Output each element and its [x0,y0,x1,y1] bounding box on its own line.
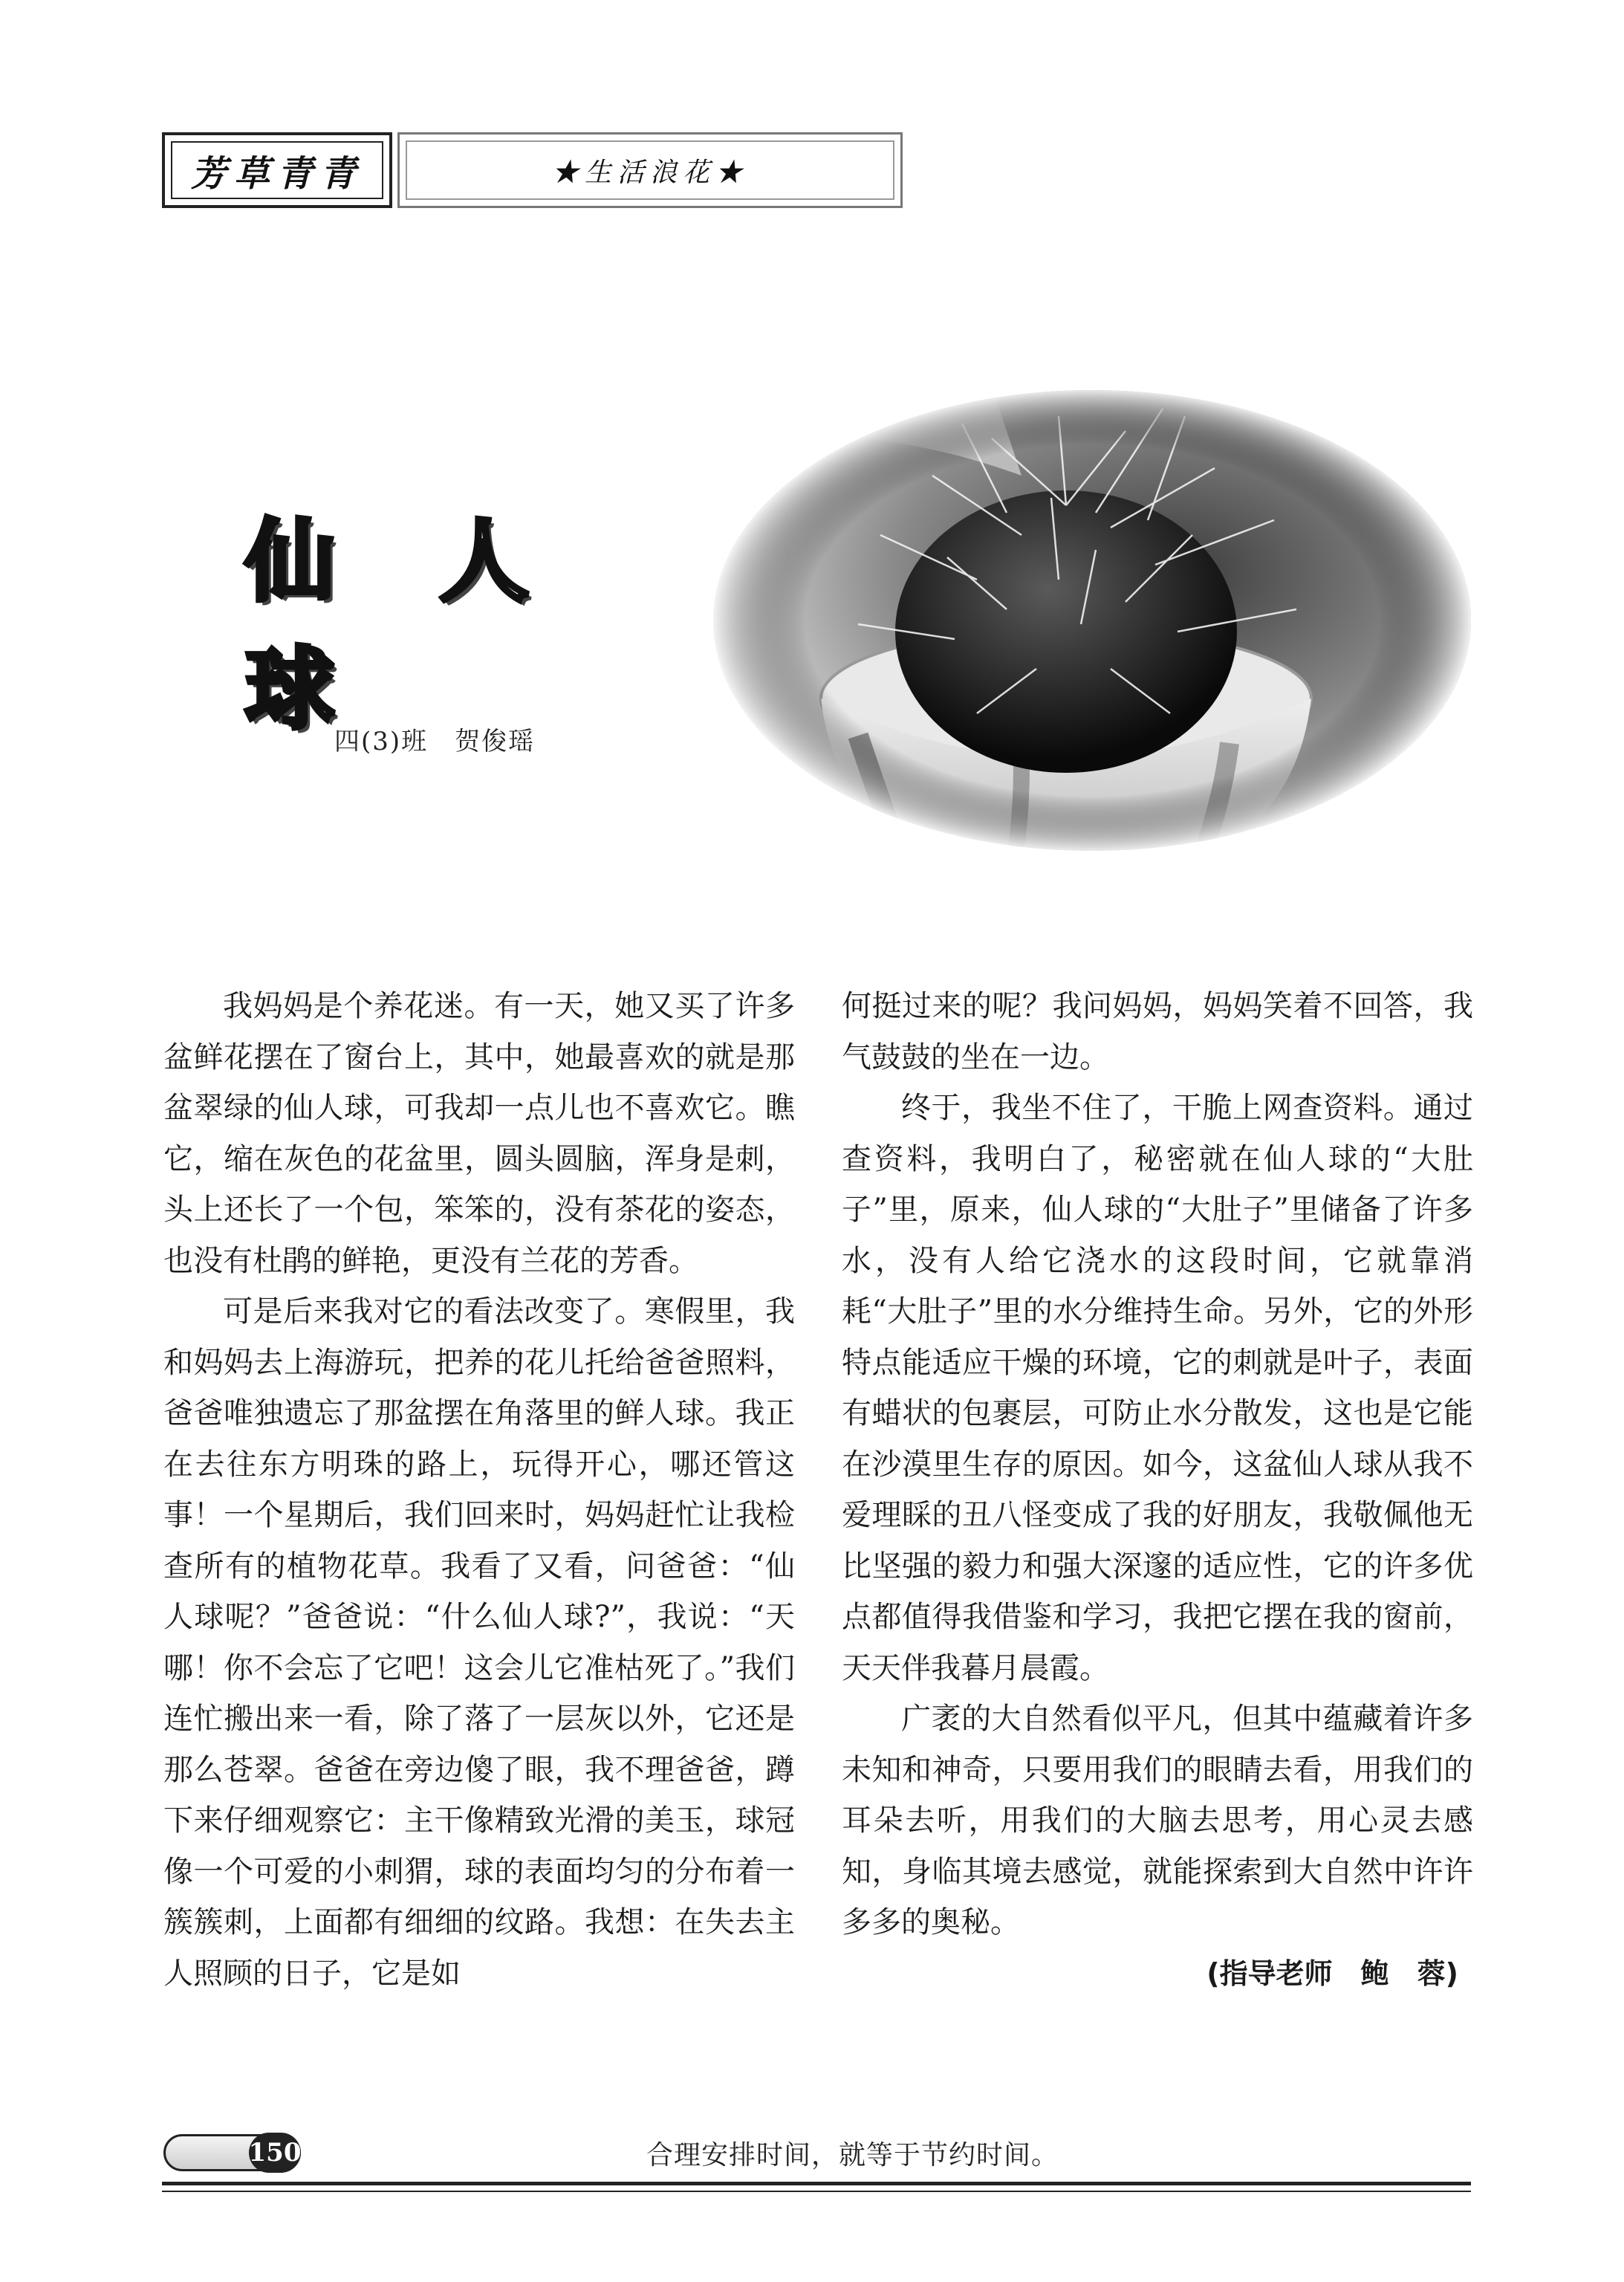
page-number: 150 [249,2133,301,2173]
byline: 四(3)班 贺俊瑶 [334,727,536,756]
article-title: 仙 人 球 [245,510,566,742]
paragraph: 我妈妈是个养花迷。有一天，她又买了许多盆鲜花摆在了窗台上，其中，她最喜欢的就是那盆翠绿的仙人球，可我却一点儿也不喜欢它。瞧它，缩在灰色的花盆里，圆头圆脑，浑身是刺，头上还长了一个包，笨笨的，没有茶花的姿态，也没有杜鹃的鲜艳，更没有兰花的芳香。 [163,989,795,1278]
advisor-credit: (指导老师 鲍 蓉) [1206,1957,1458,1990]
cactus-photo [709,386,1475,855]
column-label-inner [406,140,894,200]
footer-rule [162,2182,1471,2185]
text-column-right [842,981,1473,1999]
paragraph: 广袤的大自然看似平凡，但其中蕴藏着许多未知和神奇，只要用我们的眼睛去看，用我们的耳朵去听，用我们的大脑去思考，用心灵去感知，身临其境去感觉，就能探索到大自然中许许多多的奥秘。 [842,1702,1473,1939]
text-column-left [163,981,795,1999]
section-label: 芳草青青 [190,152,363,195]
paragraph: 可是后来我对它的看法改变了。寒假里，我和妈妈去上海游玩，把养的花儿托给爸爸照料，爸爸唯独遗忘了那盆摆在角落里的鲜人球。我正在去往东方明珠的路上，玩得开心，哪还管这事！一个星期后，我们回来时，妈妈赶忙让我检查所有的植物花草。我看了又看，问爸爸：“仙人球呢？”爸爸说：“什么仙人球?”，我说：“天哪！你不会忘了它吧！这会儿它准枯死了。”我们连忙搬出来一看，除了落了一层灰以外，它还是那么苍翠。爸爸在旁边傻了眼，我不理爸爸，蹲下来仔细观察它：主干像精致光滑的美玉，球冠像一个可爱的小刺猬，球的表面均匀的分布着一簇簇刺，上面都有细细的纹路。我想：在失去主人照顾的日子，它是如 [163,1294,795,1991]
section-label-box [162,132,392,208]
section-label-inner [171,141,383,199]
column-label: ★生活浪花★ [551,157,748,188]
paragraph-continued: 何挺过来的呢？我问妈妈，妈妈笑着不回答，我气鼓鼓的坐在一边。 [842,989,1473,1074]
footer-rule-thin [162,2191,1471,2192]
column-label-box [397,132,903,208]
paragraph: 终于，我坐不住了，干脆上网查资料。通过查资料，我明白了，秘密就在仙人球的“大肚子”里，原来，仙人球的“大肚子”里储备了许多水，没有人给它浇水的这段时间，它就靠消耗“大肚子”里的水分维持生命。另外，它的外形特点能适应干燥的环境，它的刺就是叶子，表面有蜡状的包裹层，可防止水分散发，这也是它能在沙漠里生存的原因。如今，这盆仙人球从我不爱理睬的丑八怪变成了我的好朋友，我敬佩他无比坚强的毅力和强大深邃的适应性，它的许多优点都值得我借鉴和学习，我把它摆在我的窗前，天天伴我暮月晨霞。 [842,1091,1473,1685]
footer-slogan: 合理安排时间，就等于节约时间。 [646,2140,1059,2171]
